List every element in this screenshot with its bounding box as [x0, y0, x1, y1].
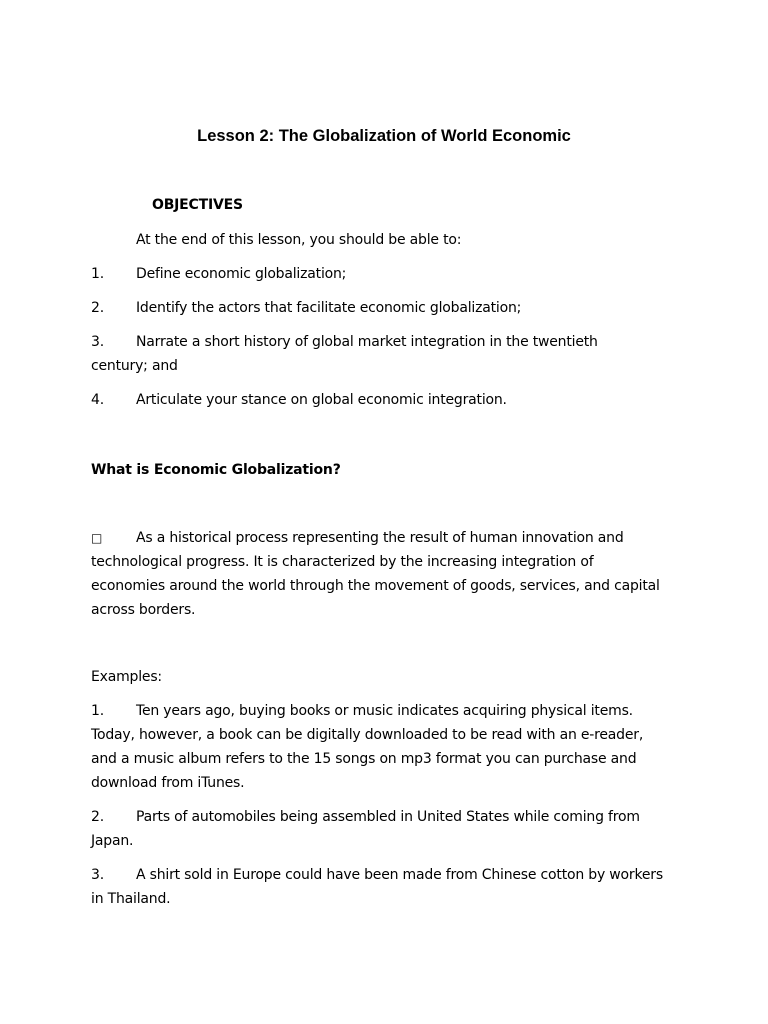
objective-item: [91, 388, 651, 412]
list-item-text: Ten years ago, buying books or music indicates acquiring physical items. Today, however, a book can be digitally downloaded to be read with an e-reader, and a music album refers to the 15 songs on mp3 format you can purchase and download from iTunes.: [91, 703, 644, 791]
list-item-text: Identify the actors that facilitate economic globalization;: [136, 300, 522, 316]
list-number: 3.: [91, 867, 104, 883]
definition-paragraph: [91, 526, 671, 622]
list-number: 2.: [91, 300, 104, 316]
list-number: 2.: [91, 809, 104, 825]
list-number: 3.: [91, 334, 104, 350]
examples-label: Examples:: [91, 669, 162, 685]
list-number: 1.: [91, 703, 104, 719]
page-title: Lesson 2: The Globalization of World Economic: [197, 127, 571, 145]
list-item-text: Parts of automobiles being assembled in United States while coming from Japan.: [91, 809, 640, 849]
list-item-text: Define economic globalization;: [136, 266, 347, 282]
objective-item: [91, 296, 651, 320]
list-number: 1.: [91, 266, 104, 282]
objectives-heading: OBJECTIVES: [152, 197, 243, 213]
example-item: [91, 863, 671, 911]
objective-item: [91, 262, 651, 286]
list-item-text: Articulate your stance on global economic integration.: [136, 392, 507, 408]
list-item-text: A shirt sold in Europe could have been made from Chinese cotton by workers in Thailand.: [91, 867, 663, 907]
example-item: [91, 699, 671, 795]
definition-text: As a historical process representing the result of human innovation and technological progress. It is characterized by the increasing integration of economies around the world through the movement of goods, services, and capital across borders.: [91, 530, 660, 618]
objective-item: [91, 330, 651, 378]
objectives-intro: At the end of this lesson, you should be able to:: [136, 232, 462, 248]
list-number: 4.: [91, 392, 104, 408]
example-item: [91, 805, 671, 853]
list-item-text: Narrate a short history of global market integration in the twentieth century; and: [91, 334, 598, 374]
bullet-icon: □: [91, 531, 103, 545]
section-heading: What is Economic Globalization?: [91, 462, 341, 478]
